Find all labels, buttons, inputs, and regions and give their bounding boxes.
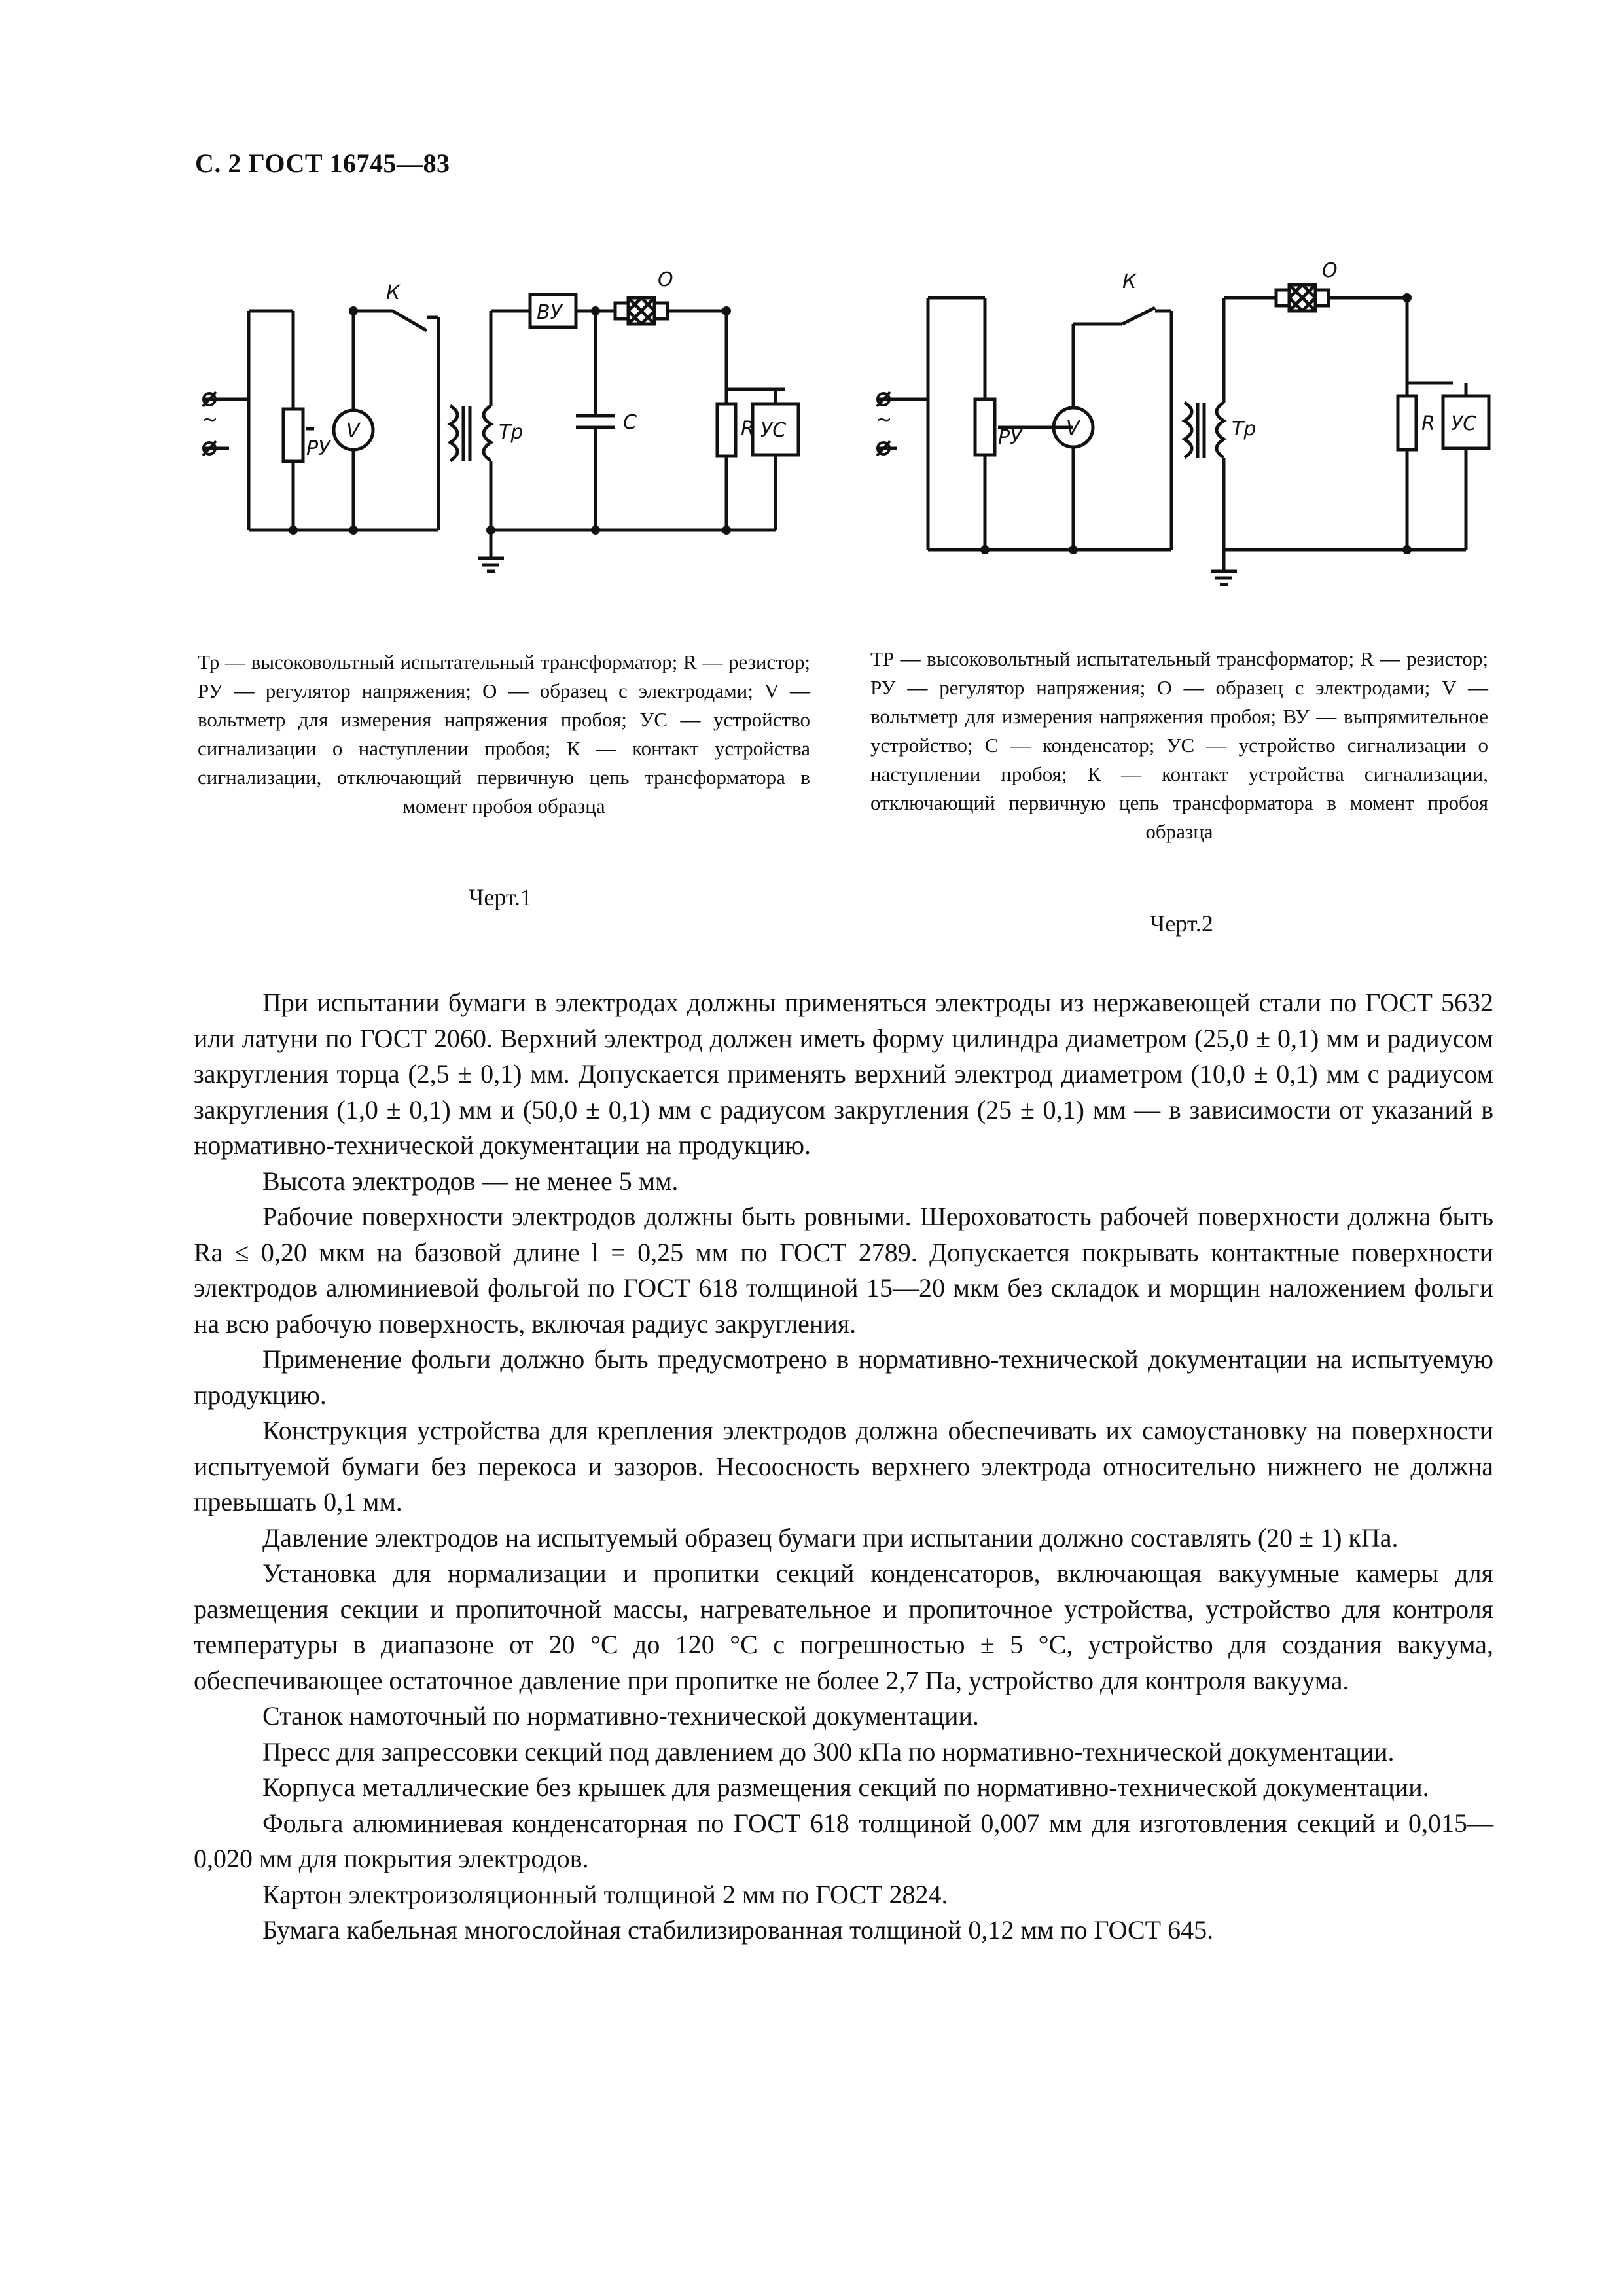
label-us: УС — [1451, 412, 1477, 435]
paragraph: Станок намоточный по нормативно-технической документации. — [262, 1701, 979, 1731]
legend-2: ТР — высоковольтный испытательный трансформатор; R — резистор; РУ — регулятор напряжения; О — образец с электродами; V — вольтметр для измерения напряжения пробоя; ВУ — выпрямительное устройство; С — конденсатор; УС — устройство сигнализации о наступлении пробоя; К — контакт устройства сигнализации, отключающий первичную цепь трансформатора в момент пробоя образца — [870, 647, 1488, 843]
label-v: V — [346, 420, 360, 442]
paragraph: При испытании бумаги в электродах должны применяться электроды из нержавеющей стали по ГОСТ 5632 или латуни по ГОСТ 2060. Верхний электрод должен иметь форму цилиндра диаметром (25,0 ± 0,1) мм и радиусом закругления торца (2,5 ± 0,1) мм. Допускается применять верхний электрод диаметром (10,0 ± 0,1) мм с радиусом закругления (1,0 ± 0,1) мм и (50,0 ± 0,1) мм с радиусом закругления (25 ± 0,1) мм — в зависимости от указаний в нормативно-технической документации на продукцию. — [194, 988, 1493, 1160]
figure-caption-2: Черт.2 — [1150, 910, 1213, 937]
figure-caption-1: Черт.1 — [469, 884, 532, 910]
label-o: О — [1322, 259, 1338, 282]
ac-symbol: ~ — [202, 408, 219, 431]
paragraph: Картон электроизоляционный толщиной 2 мм по ГОСТ 2824. — [262, 1879, 948, 1909]
label-vu: ВУ — [537, 301, 562, 324]
label-c: С — [623, 411, 637, 434]
label-tr: Тр — [499, 421, 524, 444]
label-r: R — [741, 418, 755, 440]
label-k: К — [1122, 270, 1137, 293]
legend-1: Тр — высоковольтный испытательный трансформатор; R — резистор; РУ — регулятор напряжения; О — образец с электродами; V — вольтметр для измерения напряжения пробоя; УС — устройство сигнализации о наступлении пробоя; К — контакт устройства сигнализации, отключающий первичную цепь трансформатора в момент пробоя образца — [198, 651, 810, 817]
body-text — [194, 985, 1493, 1948]
paragraph: Высота электродов — не менее 5 мм. — [262, 1166, 679, 1196]
paragraph: Давление электродов на испытуемый образец бумаги при испытании должно составлять (20 ± 1) кПа. — [262, 1522, 1399, 1552]
page-header: С. 2 ГОСТ 16745—83 — [195, 149, 450, 178]
paragraph: Бумага кабельная многослойная стабилизированная толщиной 0,12 мм по ГОСТ 645. — [262, 1915, 1214, 1945]
label-v: V — [1066, 417, 1080, 440]
paragraph: Пресс для запрессовки секций под давлением до 300 кПа по нормативно-технической документации. — [262, 1736, 1395, 1767]
paragraph: Конструкция устройства для крепления электродов должна обеспечивать их самоустановку на поверхности испытуемой бумаги без перекоса и зазоров. Несоосность верхнего электрода относительно нижнего не должна превышать 0,1 мм. — [194, 1416, 1493, 1516]
paragraph: Корпуса металлические без крышек для размещения секций по нормативно-технической документации. — [262, 1772, 1429, 1802]
label-r: R — [1421, 412, 1435, 435]
circuit-diagram-2 — [864, 259, 1551, 599]
label-ru: РУ — [998, 426, 1022, 449]
paragraph: Фольга алюминиевая конденсаторная по ГОСТ 618 толщиной 0,007 мм для изготовления секций и 0,015—0,020 мм для покрытия электродов. — [194, 1808, 1493, 1873]
paragraph: Применение фольги должно быть предусмотрено в нормативно-технической документации на испытуемую продукцию. — [194, 1344, 1493, 1410]
label-o: О — [658, 268, 673, 291]
label-ru: РУ — [306, 437, 330, 460]
label-us: УС — [760, 419, 787, 442]
label-k: К — [386, 281, 401, 304]
label-tr: Тр — [1232, 418, 1257, 440]
circuit-diagram-1 — [190, 259, 838, 599]
paragraph: Установка для нормализации и пропитки секций конденсаторов, включающая вакуумные камеры для размещения секции и пропиточной массы, нагревательное и пропиточное устройства, устройство для контроля температуры в диапазоне от 20 °С до 120 °С с погрешностью ± 5 °С, устройство для создания вакуума, обеспечивающее остаточное давление при пропитке не более 2,7 Па, устройство для контроля вакуума. — [194, 1558, 1493, 1695]
ac-symbol: ~ — [876, 408, 893, 431]
paragraph: Рабочие поверхности электродов должны быть ровными. Шероховатость рабочей поверхности должна быть Ra ≤ 0,20 мкм на базовой длине l = 0,25 мм по ГОСТ 2789. Допускается покрывать контактные поверхности электродов алюминиевой фольгой по ГОСТ 618 толщиной 15—20 мкм без складок и морщин наложением фольги на всю рабочую поверхность, включая радиус закругления. — [194, 1202, 1493, 1338]
